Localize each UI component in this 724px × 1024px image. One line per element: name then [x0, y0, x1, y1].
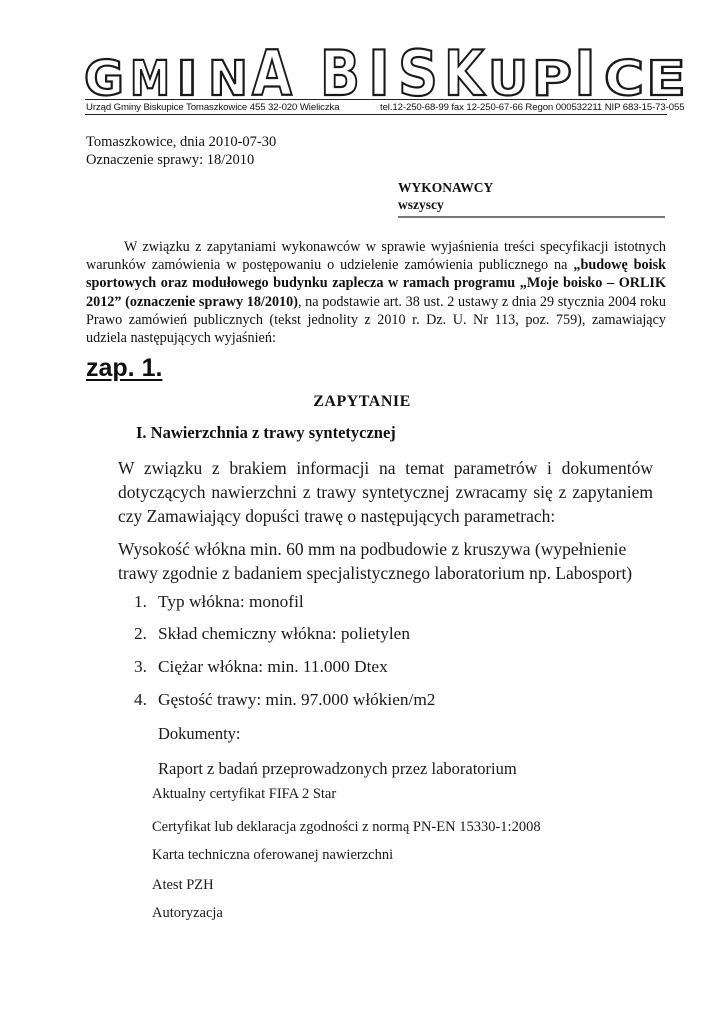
- addressee-line1: WYKONAWCY: [398, 180, 494, 195]
- parameter-number: 3.: [134, 657, 147, 676]
- logo-letter-p: P: [532, 51, 572, 107]
- question-title: ZAPYTANIE: [313, 393, 411, 410]
- office-address: Urząd Gminy Biskupice Tomaszkowice 455 32-020 Wieliczka: [86, 102, 340, 113]
- question-paragraph-1: W związku z brakiem informacji na temat parametrów i dokumentów dotyczących nawierzchni z trawy syntetycznej zwracamy się z zapytaniem czy Zamawiający dopuści trawę o następujących parametrach:: [118, 458, 653, 526]
- intro-text-1: W związku z zapytaniami wykonawców w sprawie wyjaśnienia treści specyfikacji istotnych warunków zamówienia w postępowaniu o udzielenie zamówienia publicznego na: [86, 239, 666, 274]
- document-item: Atest PZH: [152, 877, 214, 893]
- logo-letter-n: N: [208, 51, 248, 107]
- addressee-line2: wszyscy: [398, 197, 444, 212]
- document-item: Autoryzacja: [152, 905, 223, 921]
- logo-letter-i: I: [176, 51, 198, 107]
- place-date: Tomaszkowice, dnia 2010-07-30: [86, 134, 277, 150]
- section-heading: I. Nawierzchnia z trawy syntetycznej: [136, 423, 396, 442]
- intro-text-2: , na podstawie art. 38 ust. 2 ustawy z dnia 29 stycznia 2004 roku Prawo zamówień publicznych (tekst jednolity z 2010 r. Dz. U. Nr 113, poz. 759), zamawiający udziela następujących wyjaśnień:: [86, 293, 666, 347]
- parameter-text: Skład chemiczny włókna: polietylen: [158, 624, 410, 643]
- logo-letter-c: C: [604, 51, 644, 107]
- header-rule-top: [85, 99, 667, 100]
- logo-letter-s: S: [398, 37, 438, 110]
- document-item: Aktualny certyfikat FIFA 2 Star: [152, 786, 337, 802]
- question-number: zap. 1.: [86, 354, 163, 382]
- document-item: Certyfikat lub deklaracja zgodności z normą PN-EN 15330-1:2008: [152, 819, 541, 835]
- parameter-text: Gęstość trawy: min. 97.000 włókien/m2: [158, 690, 436, 709]
- documents-title: Dokumenty:: [158, 724, 241, 743]
- parameter-text: Typ włókna: monofil: [158, 592, 304, 611]
- parameter-number: 4.: [134, 690, 147, 709]
- parameter-item: [134, 624, 410, 644]
- documents-report: Raport z badań przeprowadzonych przez laboratorium: [158, 759, 517, 778]
- logo-letter-m: M: [130, 51, 170, 107]
- case-number: Oznaczenie sprawy: 18/2010: [86, 152, 255, 168]
- logo-letter-b: B: [320, 37, 360, 110]
- header-rule-bottom: [85, 114, 667, 115]
- parameter-number: 2.: [134, 624, 147, 643]
- intro-paragraph: [86, 238, 666, 347]
- logo-letter-u: U: [488, 51, 528, 107]
- parameter-item: [134, 657, 388, 677]
- intro-text-bold: „budowę boisk sportowych oraz modułowego budynku zaplecza w ramach programu „Moje boisko – ORLIK 2012” (oznaczenie sprawy 18/2010): [86, 257, 666, 310]
- office-contact: tel.12-250-68-99 fax 12-250-67-66 Regon 000532211 NIP 683-15-73-055: [380, 102, 685, 113]
- logo-letter-a: A: [252, 37, 293, 110]
- parameter-text: Ciężar włókna: min. 11.000 Dtex: [158, 657, 388, 676]
- logo-letter-k: K: [444, 37, 486, 110]
- parameter-item: [134, 592, 304, 612]
- addressee-block: [398, 179, 665, 218]
- logo-letter-g: G: [84, 51, 124, 107]
- logo-letter-i: I: [574, 37, 596, 110]
- addressee-rule: [398, 216, 665, 218]
- document-item: Karta techniczna oferowanej nawierzchni: [152, 847, 394, 863]
- logo-letter-e: E: [646, 51, 686, 107]
- parameter-item: [134, 690, 435, 710]
- parameter-number: 1.: [134, 592, 147, 611]
- question-paragraph-2: Wysokość włókna min. 60 mm na podbudowie z kruszywa (wypełnienie trawy zgodnie z badaniem specjalistycznego laboratorium np. Labosport): [118, 539, 633, 583]
- logo-letter-i: I: [368, 37, 390, 110]
